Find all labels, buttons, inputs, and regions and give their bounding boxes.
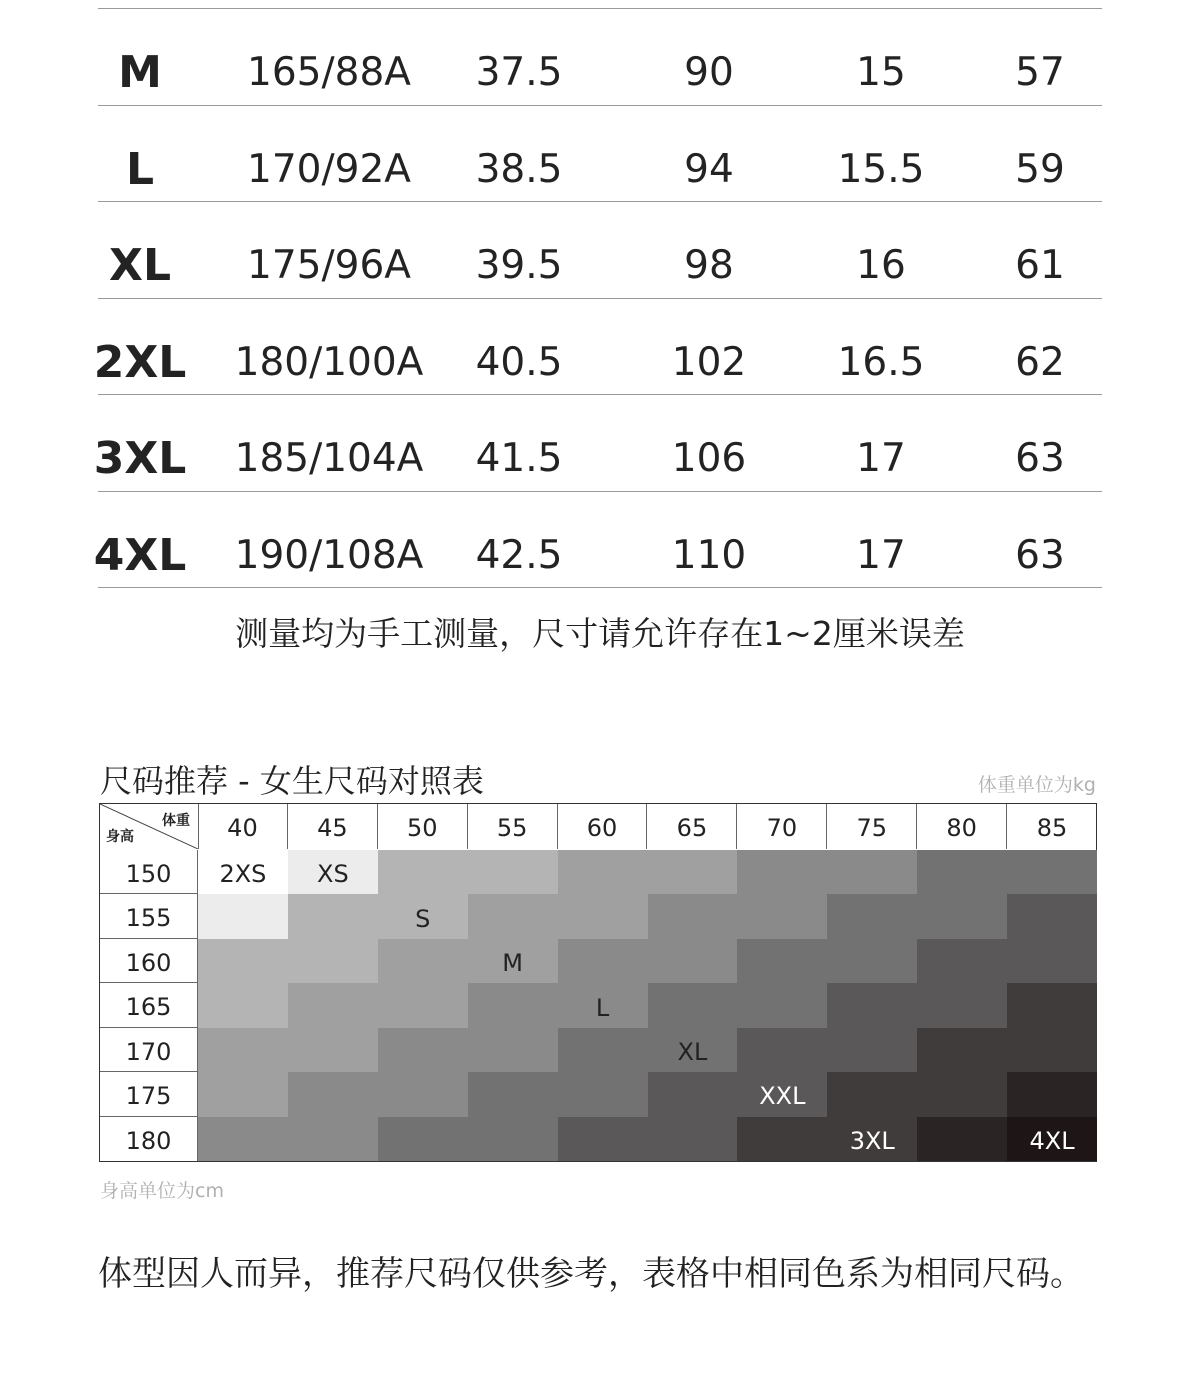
grid-cell bbox=[737, 983, 827, 1028]
table-cell: 110 bbox=[671, 532, 747, 578]
grid-cell bbox=[198, 1072, 288, 1117]
grid-cell bbox=[198, 894, 288, 939]
table-cell: 37.5 bbox=[475, 50, 563, 95]
grid-cell bbox=[1007, 894, 1097, 939]
grid-cell bbox=[378, 939, 468, 984]
size-rows bbox=[93, 9, 1102, 588]
table-cell: 94 bbox=[684, 146, 734, 192]
table-cell: 102 bbox=[671, 339, 747, 385]
grid-cell bbox=[648, 983, 738, 1028]
size-label: 4XL bbox=[93, 529, 187, 581]
table-cell: 16 bbox=[856, 243, 906, 288]
grid-cell bbox=[827, 850, 917, 895]
table-cell: 62 bbox=[1015, 339, 1065, 385]
table-cell: 15.5 bbox=[837, 146, 925, 192]
table-row bbox=[98, 106, 1102, 203]
size-recommendation-label: S bbox=[415, 904, 431, 933]
table-cell: 170/92A bbox=[247, 146, 411, 192]
grid-cell bbox=[198, 983, 288, 1028]
grid-cell bbox=[558, 850, 648, 895]
grid-cell bbox=[288, 939, 378, 984]
grid-cell bbox=[198, 1028, 288, 1073]
table-cell: 42.5 bbox=[475, 532, 563, 578]
measurement-note: 测量均为手工测量，尺寸请允许存在1~2厘米误差 bbox=[235, 614, 965, 653]
grid-cell bbox=[737, 939, 827, 984]
grid-cell bbox=[378, 1072, 468, 1117]
table-cell: 98 bbox=[684, 243, 734, 288]
corner-height-label: 身高 bbox=[106, 829, 134, 845]
size-recommendation-label: XL bbox=[677, 1037, 708, 1066]
height-header-cell: 170 bbox=[100, 1028, 198, 1072]
table-cell: 59 bbox=[1015, 146, 1065, 192]
weight-header-cell: 65 bbox=[648, 804, 738, 849]
grid-cell bbox=[917, 1028, 1007, 1073]
grid-cell bbox=[648, 894, 738, 939]
grid-cell bbox=[827, 1028, 917, 1073]
weight-header-cell: 45 bbox=[288, 804, 378, 849]
table-cell: 90 bbox=[684, 50, 734, 95]
size-label: 3XL bbox=[93, 433, 187, 484]
grid-cell bbox=[288, 1028, 378, 1073]
grid-cell bbox=[288, 894, 378, 939]
corner-header bbox=[100, 804, 199, 849]
grid-cell bbox=[827, 1072, 917, 1117]
table-row bbox=[93, 299, 1102, 396]
height-unit-note: 身高单位为cm bbox=[100, 1180, 224, 1202]
weight-header-cell: 80 bbox=[917, 804, 1007, 849]
table-cell: 175/96A bbox=[247, 243, 411, 288]
table-cell: 190/108A bbox=[234, 532, 424, 578]
size-recommendation-label: M bbox=[502, 949, 523, 978]
table-cell: 15 bbox=[856, 50, 906, 95]
grid-cell bbox=[468, 1028, 558, 1073]
table-cell: 41.5 bbox=[475, 436, 563, 481]
size-measurement-table bbox=[93, 8, 1102, 588]
grid-cell bbox=[468, 983, 558, 1028]
grid-cell bbox=[468, 1117, 558, 1162]
height-header-cell: 150 bbox=[100, 850, 198, 894]
size-recommendation-label: XXL bbox=[759, 1082, 806, 1111]
size-label: M bbox=[118, 47, 162, 98]
grid-cell bbox=[1007, 1072, 1097, 1117]
grid-cell bbox=[827, 983, 917, 1028]
table-cell: 106 bbox=[671, 436, 747, 481]
table-row bbox=[98, 202, 1102, 299]
size-recommendation-label: 2XS bbox=[219, 860, 267, 889]
table-cell: 57 bbox=[1015, 50, 1065, 95]
weight-header-cell: 85 bbox=[1036, 814, 1068, 842]
grid-cell bbox=[558, 1072, 648, 1117]
weight-unit-note: 体重单位为kg bbox=[977, 774, 1096, 796]
grid-cell bbox=[1007, 983, 1097, 1028]
grid-cell bbox=[917, 983, 1007, 1028]
grid-cell bbox=[917, 850, 1007, 895]
table-cell: 40.5 bbox=[475, 339, 563, 385]
recommendation-title: 尺码推荐 - 女生尺码对照表 bbox=[100, 762, 484, 800]
table-cell: 61 bbox=[1015, 243, 1065, 288]
table-row bbox=[93, 395, 1102, 492]
size-recommendation-label: L bbox=[595, 993, 610, 1022]
grid-cell bbox=[558, 1117, 648, 1162]
table-row bbox=[93, 492, 1102, 589]
grid-cell bbox=[827, 894, 917, 939]
grid-cell bbox=[917, 1117, 1007, 1162]
height-header-cell: 175 bbox=[100, 1072, 198, 1116]
grid-cell bbox=[648, 939, 738, 984]
grid-cell bbox=[558, 1028, 648, 1073]
size-recommendation-label: XS bbox=[317, 860, 349, 889]
size-recommendation-label: 3XL bbox=[849, 1126, 895, 1155]
weight-header-cell: 50 bbox=[378, 804, 468, 849]
grid-cell bbox=[917, 1072, 1007, 1117]
grid-cell bbox=[558, 939, 648, 984]
grid-cell bbox=[378, 1117, 468, 1162]
grid-cell bbox=[917, 894, 1007, 939]
grid-cell bbox=[1007, 939, 1097, 984]
grid-cell bbox=[468, 894, 558, 939]
grid-cell bbox=[288, 1117, 378, 1162]
table-cell: 185/104A bbox=[234, 436, 424, 481]
weight-header-cell: 70 bbox=[737, 804, 827, 849]
table-cell: 180/100A bbox=[234, 339, 424, 385]
weight-header-cell: 40 bbox=[198, 804, 288, 849]
size-label: XL bbox=[109, 240, 171, 291]
grid-cell bbox=[558, 894, 648, 939]
height-header-cell: 155 bbox=[100, 894, 198, 938]
grid-cell bbox=[648, 850, 738, 895]
grid-cell bbox=[198, 939, 288, 984]
grid-cell bbox=[737, 894, 827, 939]
grid-cell bbox=[1007, 850, 1097, 895]
size-label: 2XL bbox=[93, 336, 187, 388]
grid-cell bbox=[917, 939, 1007, 984]
grid-cell bbox=[378, 1028, 468, 1073]
grid-cell bbox=[737, 1028, 827, 1073]
size-label: L bbox=[125, 143, 155, 195]
grid-cell bbox=[737, 850, 827, 895]
table-cell: 17 bbox=[856, 532, 906, 578]
height-header-cell: 180 bbox=[100, 1117, 198, 1161]
grid-cell bbox=[827, 939, 917, 984]
weight-header-cell: 60 bbox=[558, 804, 648, 849]
grid-cell bbox=[288, 1072, 378, 1117]
table-cell: 63 bbox=[1015, 436, 1065, 481]
grid-cell bbox=[378, 850, 468, 895]
grid-cell bbox=[648, 1117, 738, 1162]
table-cell: 165/88A bbox=[247, 50, 411, 95]
table-cell: 38.5 bbox=[475, 146, 563, 192]
grid-cell bbox=[468, 850, 558, 895]
recommendation-note: 体型因人而异，推荐尺码仅供参考，表格中相同色系为相同尺码。 bbox=[98, 1254, 1084, 1294]
height-header-cell: 165 bbox=[100, 983, 198, 1027]
grid-cell bbox=[468, 1072, 558, 1117]
table-cell: 63 bbox=[1015, 532, 1065, 578]
weight-header-cell: 55 bbox=[468, 804, 558, 849]
table-cell: 16.5 bbox=[837, 339, 925, 385]
height-header-cell: 160 bbox=[100, 939, 198, 983]
weight-header-cell: 75 bbox=[827, 804, 917, 849]
corner-weight-label: 体重 bbox=[162, 813, 190, 829]
grid-cell bbox=[378, 983, 468, 1028]
grid-cell bbox=[288, 983, 378, 1028]
size-recommendation-label: 4XL bbox=[1029, 1126, 1075, 1155]
grid-cell bbox=[198, 1117, 288, 1162]
grid-cell bbox=[737, 1117, 827, 1162]
table-cell: 39.5 bbox=[475, 243, 563, 288]
table-row bbox=[98, 9, 1102, 106]
grid-cell bbox=[648, 1072, 738, 1117]
table-cell: 17 bbox=[856, 436, 906, 481]
size-recommendation-grid bbox=[99, 803, 1097, 1162]
grid-cell bbox=[1007, 1028, 1097, 1073]
